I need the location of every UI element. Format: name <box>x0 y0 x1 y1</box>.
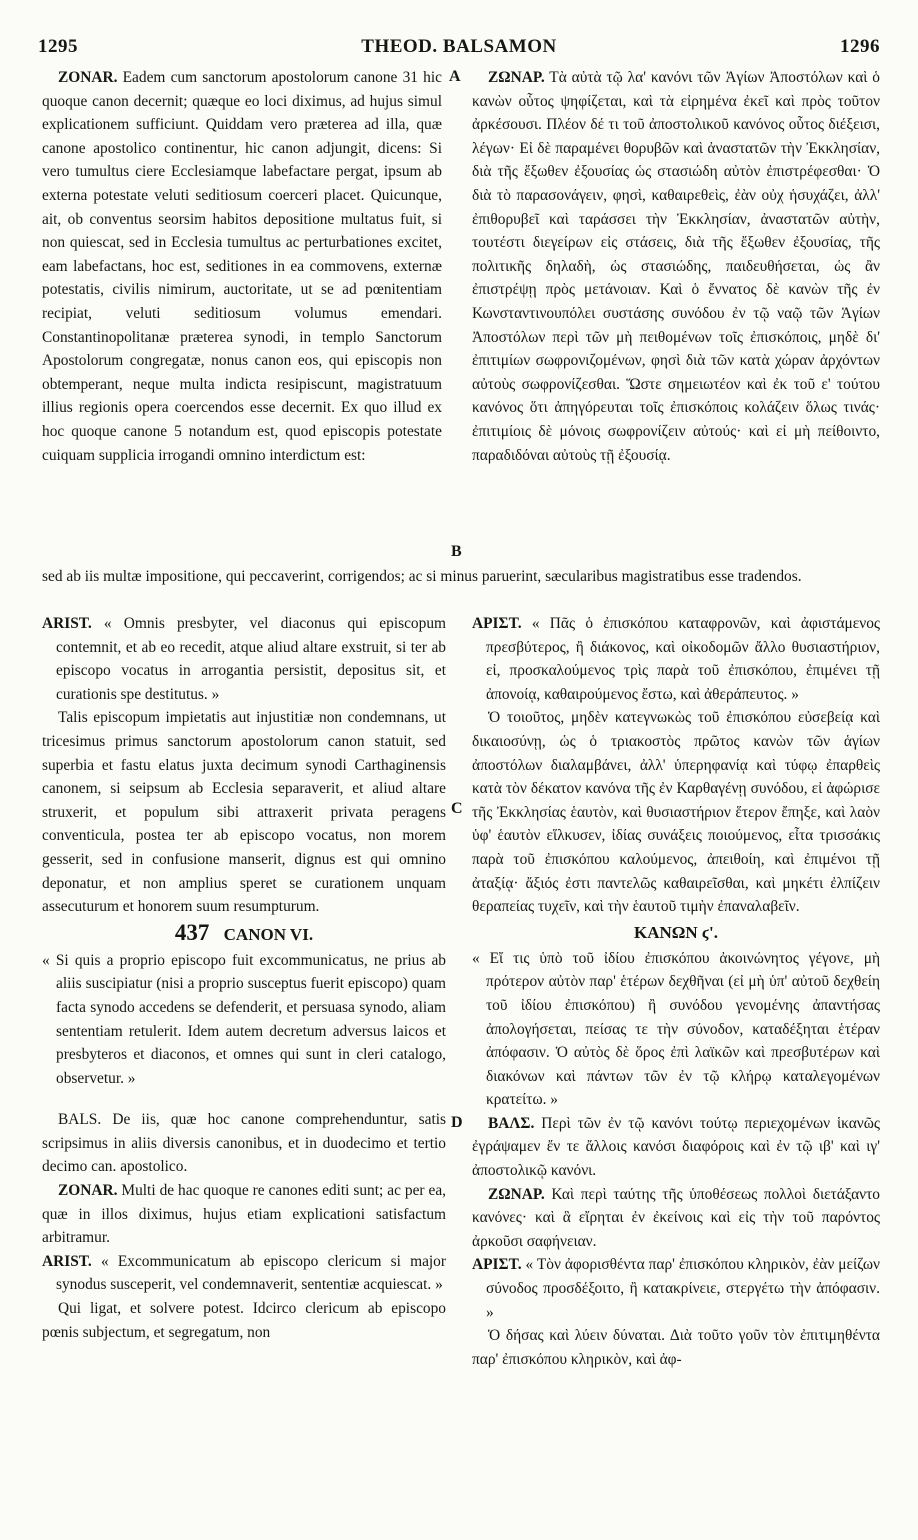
bals-greek-paragraph <box>472 1112 880 1183</box>
zonar-greek-label-2: ΖΩΝΑΡ. <box>488 1185 545 1203</box>
zonar-greek-text-2: Καὶ περὶ ταύτης τῆς ὑποθέσεως πολλοὶ διετάξαντο κανόνες· καὶ ἃ εἴρηται ἐν ἐκείνοις καὶ εἰς τὴν τοῦ παρόντος ἀρκοῦσι σαφήνειαν. <box>472 1185 880 1250</box>
continuation-text: sed ab iis multæ impositione, qui peccaverint, corrigendos; ac si minus paruerint, sæcularibus magistratibus esse tradendos. <box>42 568 802 585</box>
running-header <box>38 36 880 60</box>
bals-greek-text: Περὶ τῶν ἐν τῷ κανόνι τούτῳ περιεχομένων ἱκανῶς ἐγράψαμεν ἔν τε ἄλλοις κανόσι διαφόροις καὶ ἐν τῷ ιβ' καὶ ιγ' ἀποστολικῷ κανόνι. <box>472 1114 880 1180</box>
page-number-left: 1295 <box>38 36 78 57</box>
bals-greek-label: ΒΑΛΣ. <box>488 1114 535 1132</box>
canon-title-greek: ΚΑΝΩΝ ϛ'. <box>633 922 719 942</box>
zonar-latin-text-2: Multi de hac quoque re canones editi sunt; ac per ea, quæ in illos diximus, hujus etiam explicationi satisfactum arbitramur. <box>42 1182 446 1247</box>
latin-column-lower <box>42 612 446 1344</box>
margin-marker-c: C <box>451 800 463 817</box>
bals-latin-paragraph <box>42 1108 446 1179</box>
margin-marker-d: D <box>451 1114 463 1131</box>
arist-label-2: ARIST. <box>42 1252 92 1270</box>
zonar-latin-text: Eadem cum sanctorum apostolorum canone 31 hic quoque canon decernit; quæque eo loci diximus, ad hujus simul explicationem sufficiunt. Quiddam vero præterea ad illa, quæ canone apostolico continentur, hic canon adjungit, dicens: Si vero tumultus ciere Ecclesiamque labefactare pergat, ipsum ab externa potestate veluti seditiosum coerceri placet. Quicunque, ait, ob conventus seorsim habitos depositione multatus fuit, si non quiescat, sed in Ecclesia tumultus ac perturbationes excitet, eam labefactans, hoc est, seditiones in ea commovens, externæ potestatis, civilis nimirum, auctoritate, ut se ad pœnitentiam recipiat, veluti seditiosum volumus emendari. Constantinopolitanæ præterea synodi, in templo Sanctorum Apostolorum congregatæ, nonus canon eos, qui episcopis non obtemperant, neque multa indicta resipiscunt, magistratuum illius regionis opera coercendos esse decernit. Ex quo illud ex hoc quoque canone 5 notandum est, quod episcopis potestate cuiquam supplicia irrogandi omnino interdictum est: <box>42 69 442 464</box>
arist-greek-quote: « Πᾶς ὁ ἐπισκόπου καταφρονῶν, καὶ ἀφιστάμενος πρεσβύτερος, ἢ διάκονος, καὶ οἰκοδομῶν ἄλλο θυσιαστήριον, εἰ, προσκαλούμενος τρὶς παρὰ τοῦ ἐπισκόπου, ἐπιμένει τῇ ἀπονοίᾳ, καθαιρούμενος ἔστω, καὶ ἀθεράπευτος. » <box>486 615 880 703</box>
canon-greek-text: « Εἴ τις ὑπὸ τοῦ ἰδίου ἐπισκόπου ἀκοινώνητος γέγονε, μὴ πρότερον αὐτὸν παρ' ἑτέρων δεχθῆναι (εἰ μὴ ὑπ' αὐτοῦ δεχθείη τοῦ ἰδίου ἐπισκόπου) ἢ συνόδου γενομένης ἀπαντήσας ἀπολογήσεται, πείσας τε τὴν σύνοδον, καταδέξηται ἑτέραν ἀπόφασιν. Ὁ αὐτὸς δὲ ὅρος ἐπὶ λαϊκῶν καὶ πρεσβυτέρων καὶ διακόνων καὶ πάντων τῶν ἐν τῷ κλήρῳ καταλεγομένων κρατείτω. » <box>472 949 880 1109</box>
arist-greek-comment: Ὁ τοιοῦτος, μηδὲν κατεγνωκὼς τοῦ ἐπισκόπου εὐσεβείᾳ καὶ δικαιοσύνῃ, ὡς ὁ τριακοστὸς πρῶτος κανὼν τῶν ἁγίων ἀποστόλων διαλαμβάνει, ἀλλ' ὑπερηφανίᾳ καὶ τύφῳ ἐπαρθεὶς κατὰ τὸν δέκατον κανόνα τῆς ἐν Καρθαγένῃ συνόδου, εἰ ἀφώρισε τῆς Ἐκκλησίας ἑαυτὸν, καὶ θυσιαστήριον ἕτερον ἔπηξε, καὶ λαὸν ὑφ' ἑαυτὸν εἵλκυσεν, ἰδίας συνάξεις ποιούμενος, εἶτα τρισσάκις παρὰ τοῦ ἐπισκόπου καλούμενος, ἀπειθοίη, καὶ ἐπιμένοι τῇ ἀταξίᾳ· ἄξιός ἐστι παντελῶς καθαιρεῖσθαι, καὶ μηκέτι ἐλπίζειν θεραπείας τυχεῖν, καὶ τὴν ἑαυτοῦ τιμὴν ἐπαναλαβεῖν. <box>472 709 880 916</box>
zonar-latin-paragraph-2 <box>42 1179 446 1250</box>
zonar-latin-paragraph <box>42 66 442 467</box>
zonar-label-2: ZONAR. <box>58 1182 118 1200</box>
full-width-continuation <box>42 565 880 589</box>
arist-greek-quote-paragraph-2 <box>472 1253 880 1324</box>
zonar-label: ZONAR. <box>58 69 118 86</box>
arist-greek-comment-2: Ὁ δήσας καὶ λύειν δύναται. Διὰ τοῦτο γοῦν τὸν ἐπιτιμηθέντα παρ' ἐπισκόπου κληρικὸν, καὶ ἀφ- <box>472 1327 880 1368</box>
arist-latin-quote-2: « Excommunicatum ab episcopo clericum si major synodus susceperit, vel condemnaverit, sententiæ acquiescat. » <box>56 1252 446 1294</box>
margin-marker-a: A <box>449 68 461 85</box>
canon-heading-greek <box>472 921 880 945</box>
arist-latin-comment: Talis episcopum impietatis aut injustitiæ non condemnans, ut tricesimus primus sanctorum apostolorum canon statuit, sed superbia et fastu elatus juxta decimum synodi Carthaginensis canonem, si seipsum ab Ecclesia separaverit, et aliud altare struxerit, et populum sibi attraxerit privata peragens conventicula, postea ter ab episcopo vocatus, non morem gesserit, sed in confusione manserit, dignus est qui omnino deponatur, et non amplius speret se curationem unquam assecuturum et honorem suum resumpturum. <box>42 709 446 916</box>
greek-column-top <box>472 66 880 467</box>
zonar-greek-paragraph-2 <box>472 1183 880 1254</box>
arist-latin-comment-2: Qui ligat, et solvere potest. Idcirco clericum ab episcopo pœnis subjectum, et segregatum, non <box>42 1300 446 1341</box>
arist-latin-quote: « Omnis presbyter, vel diaconus qui episcopum contemnit, et ab eo recedit, atque aliud altare exstruit, si ter ab episcopo vocatus in arrogantia persistit, depositus sit, et curationis spe destitutus. » <box>56 615 446 703</box>
arist-latin-quote-paragraph-2 <box>42 1250 446 1297</box>
bals-latin-text: De iis, quæ hoc canone comprehenduntur, satis scripsimus in aliis diversis canonibus, et in duodecimo et tertio decimo can. apostolico. <box>42 1111 446 1176</box>
arist-greek-quote-2: « Τὸν ἀφορισθέντα παρ' ἐπισκόπου κληρικὸν, ἐὰν μείζων σύνοδος προσδέξοιτο, ἢ κατακρίνειε, στεργέτω τὴν ἀπόφασιν. » <box>486 1256 880 1321</box>
page-number-right: 1296 <box>840 36 880 57</box>
latin-column-top <box>42 66 442 467</box>
bals-label: BALS. <box>58 1111 102 1129</box>
arist-label: ARIST. <box>42 615 92 632</box>
zonar-greek-paragraph <box>472 66 880 467</box>
canon-title-latin: CANON VI. <box>223 924 314 944</box>
canon-latin-text: « Si quis a proprio episcopo fuit excommunicatus, ne prius ab aliis suscipiatur (nisi a proprio susceptus fuerit episcopo) quam facta synodo accedens se defenderit, et persuasa synodo, aliam sententiam retulerit. Idem autem decretum adversus laicos et presbyteros et diaconos, et omnes qui sunt in cleri catalogo, observetur. » <box>42 951 446 1087</box>
zonar-greek-text: Τὰ αὐτὰ τῷ λα' κανόνι τῶν Ἁγίων Ἀποστόλων καὶ ὁ κανὼν οὗτος ψηφίζεται, καὶ τὰ εἰρημένα ἐκεῖ καὶ πρὸς τοῦτον ἀρκέσουσι. Πλέον δέ τι τοῦ ἀποστολικοῦ κανόνος οὗτος διέξεισι, λέγων· Εἰ δὲ παραμένει θορυβῶν καὶ ἀναστατῶν τὴν Ἐκκλησίαν, διὰ τῆς ἔξωθεν ἐξουσίας ὡς στασιώδη αὐτὸν ἐπιστρέφεσθαι· Ὁ διὰ τὸ παρασονάγειν, φησὶ, καθαιρεθεὶς, ἐὰν οὐχ ἡσυχάζει, ἀλλ' ἐπιθορυβεῖ καὶ ταράσσει τὴν Ἐκκλησίαν, ἀναστατῶν αὐτὴν, τουτέστι διεγείρων εἰς στάσεις, διὰ τῆς ἔξωθεν ἐξουσίας, τῆς πολιτικῆς δηλαδὴ, ὡς στασιώδης, παιδευθήσεται, ὡς ἂν ἐπιστρέψῃ πρὸς μετάνοιαν. Καὶ ὁ ἔννατος δὲ κανὼν τῆς ἐν Κωνσταντινουπόλει συστάσης συνόδου ἐν τῷ ναῷ τῶν Ἁγίων Ἀποστόλων περὶ τῶν μὴ πειθομένων τοῖς ἐπισκόποις, μηδὲ δι' ἐπιτιμίων σωφρονιζομένων, φησὶ διὰ τῶν κατὰ χώραν ἀρχόντων αὐτοὺς σωφρονίζεσθαι. Ὥστε σημειωτέον καὶ ἐκ τοῦ ε' τούτου κανόνος ὅτι ἀπηγόρευται τοῖς ἐπισκόποις κολάζειν ὅλως τινάς· ἐπιτιμίοις δὲ μόνοις σωφρονίζειν αὐτούς· καὶ εἰ μὴ πείθοιντο, παραδιδόναι αὐτοὺς τῇ ἐξουσίᾳ. <box>472 69 881 464</box>
greek-column-lower <box>472 612 880 1371</box>
arist-greek-label: ΑΡΙΣΤ. <box>472 615 522 632</box>
running-title: THEOD. BALSAMON <box>361 36 557 57</box>
arist-greek-label-2: ΑΡΙΣΤ. <box>472 1256 522 1274</box>
arist-latin-quote-paragraph <box>42 612 446 706</box>
zonar-greek-label: ΖΩΝΑΡ. <box>488 69 545 86</box>
arist-greek-quote-paragraph <box>472 612 880 706</box>
margin-marker-b: B <box>451 543 462 560</box>
column-number: 437 <box>174 919 210 945</box>
canon-heading-latin <box>42 921 446 947</box>
